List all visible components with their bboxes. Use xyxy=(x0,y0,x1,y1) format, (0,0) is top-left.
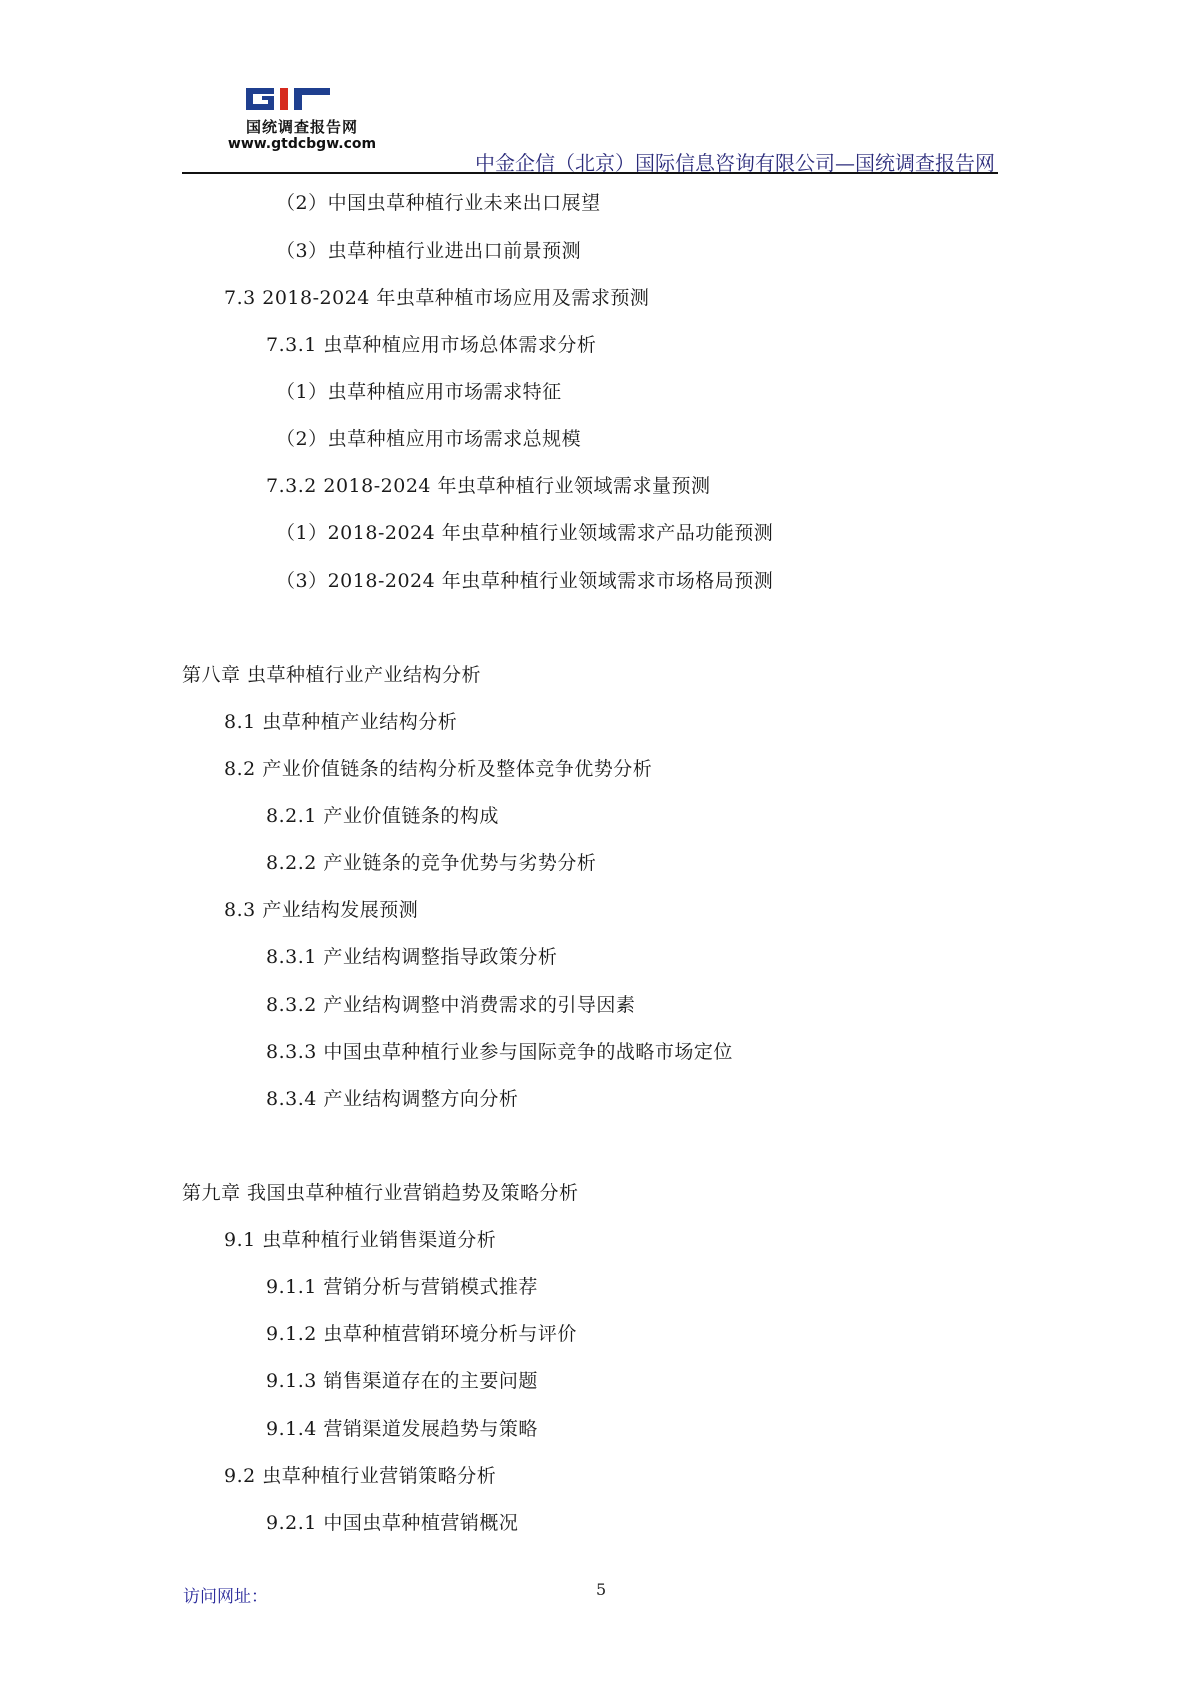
toc-line: 9.1.4 营销渠道发展趋势与策略 xyxy=(266,1418,538,1440)
toc-line: 9.2 虫草种植行业营销策略分析 xyxy=(224,1465,497,1487)
toc-line: （3）2018-2024 年虫草种植行业领域需求市场格局预测 xyxy=(276,570,774,592)
toc-line: 8.3 产业结构发展预测 xyxy=(224,899,419,921)
chapter-heading: 第八章 虫草种植行业产业结构分析 xyxy=(182,664,482,686)
page-number: 5 xyxy=(596,1580,607,1599)
toc-line: 8.2.1 产业价值链条的构成 xyxy=(266,805,499,827)
toc-line: 8.2 产业价值链条的结构分析及整体竞争优势分析 xyxy=(224,758,653,780)
logo-text: 国统调查报告网 xyxy=(245,118,358,136)
toc-line: 8.3.3 中国虫草种植行业参与国际竞争的战略市场定位 xyxy=(266,1041,733,1063)
toc-line: 8.3.1 产业结构调整指导政策分析 xyxy=(266,946,558,968)
header-company: 中金企信（北京）国际信息咨询有限公司—国统调查报告网 xyxy=(475,151,995,175)
toc-line: （1）虫草种植应用市场需求特征 xyxy=(276,381,562,403)
toc-line: 9.2.1 中国虫草种植营销概况 xyxy=(266,1512,519,1534)
logo-url: www.gtdcbgw.com xyxy=(227,136,377,152)
toc-line: 8.2.2 产业链条的竞争优势与劣势分析 xyxy=(266,852,597,874)
toc-line: 9.1.2 虫草种植营销环境分析与评价 xyxy=(266,1323,577,1345)
toc-line: 9.1.3 销售渠道存在的主要问题 xyxy=(266,1370,538,1392)
toc-line: （3）虫草种植行业进出口前景预测 xyxy=(276,240,582,262)
chapter-heading: 第九章 我国虫草种植行业营销趋势及策略分析 xyxy=(182,1182,579,1204)
toc-line: 7.3.2 2018-2024 年虫草种植行业领域需求量预测 xyxy=(266,475,711,497)
toc-line: 9.1 虫草种植行业销售渠道分析 xyxy=(224,1229,497,1251)
toc-line: 7.3.1 虫草种植应用市场总体需求分析 xyxy=(266,334,597,356)
toc-line: 7.3 2018-2024 年虫草种植市场应用及需求预测 xyxy=(224,287,650,309)
footer-url-label: 访问网址： xyxy=(183,1587,268,1607)
toc-line: 8.3.2 产业结构调整中消费需求的引导因素 xyxy=(266,994,636,1016)
toc-line: 8.3.4 产业结构调整方向分析 xyxy=(266,1088,519,1110)
toc-line: 8.1 虫草种植产业结构分析 xyxy=(224,711,458,733)
toc-line: （2）虫草种植应用市场需求总规模 xyxy=(276,428,582,450)
toc-line: 9.1.1 营销分析与营销模式推荐 xyxy=(266,1276,538,1298)
toc-line: （2）中国虫草种植行业未来出口展望 xyxy=(276,192,601,214)
toc-line: （1）2018-2024 年虫草种植行业领域需求产品功能预测 xyxy=(276,522,774,544)
